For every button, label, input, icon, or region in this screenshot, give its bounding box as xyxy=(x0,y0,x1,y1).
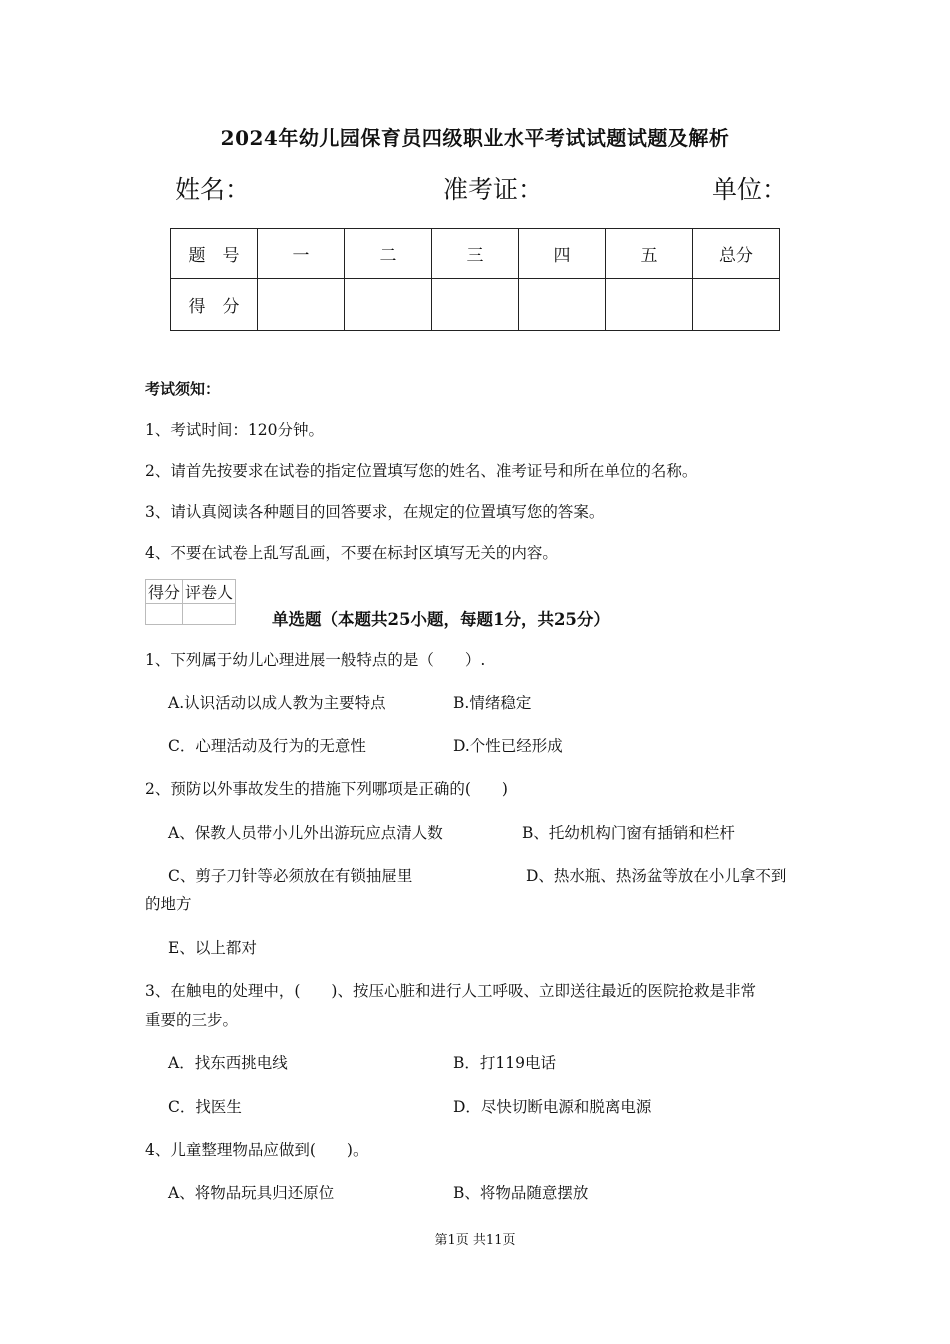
exam-id-field-label: 准考证： xyxy=(443,175,544,204)
notice-item: 3、请认真阅读各种题目的回答要求，在规定的位置填写您的答案。 xyxy=(145,503,605,521)
option-c: C、剪子刀针等必须放在有锁抽屉里 xyxy=(168,867,413,885)
option-d: D.个性已经形成 xyxy=(453,737,563,755)
option-a: A、保教人员带小儿外出游玩应点清人数 xyxy=(168,824,443,842)
score-input-cell[interactable] xyxy=(345,279,432,331)
notice-item: 2、请首先按要求在试卷的指定位置填写您的姓名、准考证号和所在单位的名称。 xyxy=(145,462,698,480)
document-title: 2024年幼儿园保育员四级职业水平考试试题试题及解析 xyxy=(220,126,730,150)
option-b: B、将物品随意摆放 xyxy=(453,1184,589,1202)
question-stem-continuation: 重要的三步。 xyxy=(145,1011,239,1029)
option-c: C．找医生 xyxy=(168,1098,242,1116)
question-stem: 2、预防以外事故发生的措施下列哪项是正确的( ) xyxy=(145,780,508,798)
page-footer: 第1页 共11页 xyxy=(434,1233,516,1248)
question-stem: 1、下列属于幼儿心理进展一般特点的是（ ）. xyxy=(145,651,486,669)
name-field-label: 姓名： xyxy=(175,175,251,204)
score-input-cell[interactable] xyxy=(693,279,780,331)
notice-item: 4、不要在试卷上乱写乱画，不要在标封区填写无关的内容。 xyxy=(145,544,558,562)
option-b: B.情绪稳定 xyxy=(453,694,532,712)
grader-box xyxy=(145,579,236,625)
score-table-header-cell: 题 号 xyxy=(171,229,258,279)
option-a: A、将物品玩具归还原位 xyxy=(168,1184,335,1202)
option-a: A.认识活动以成人教为主要特点 xyxy=(168,694,386,712)
option-d: D、热水瓶、热汤盆等放在小儿拿不到 xyxy=(526,867,787,885)
option-b: B、托幼机构门窗有插销和栏杆 xyxy=(522,824,735,842)
score-table-header-cell: 二 xyxy=(345,229,432,279)
option-c: C．心理活动及行为的无意性 xyxy=(168,737,366,755)
option-b: B．打119电话 xyxy=(453,1054,556,1072)
section-title: 单选题（本题共25小题，每题1分，共25分） xyxy=(272,610,610,629)
score-table-header-cell: 四 xyxy=(519,229,606,279)
question-stem: 3、在触电的处理中，( )、按压心脏和进行人工呼吸、立即送往最近的医院抢救是非常 xyxy=(145,982,756,1000)
score-table-header-cell: 总分 xyxy=(693,229,780,279)
grader-reviewer-cell[interactable] xyxy=(183,604,236,625)
notice-heading: 考试须知： xyxy=(145,380,221,398)
score-input-cell[interactable] xyxy=(606,279,693,331)
score-table-header-cell: 五 xyxy=(606,229,693,279)
score-table-header-cell: 三 xyxy=(432,229,519,279)
unit-field-label: 单位： xyxy=(712,175,788,204)
score-table-header-cell: 一 xyxy=(258,229,345,279)
score-input-cell[interactable] xyxy=(432,279,519,331)
option-d-continuation: 的地方 xyxy=(145,895,192,913)
grader-reviewer-label: 评卷人 xyxy=(183,580,236,604)
grader-score-label: 得分 xyxy=(146,580,183,604)
option-d: D．尽快切断电源和脱离电源 xyxy=(453,1098,652,1116)
option-a: A．找东西挑电线 xyxy=(168,1054,288,1072)
question-stem: 4、儿童整理物品应做到( )。 xyxy=(145,1141,369,1159)
score-input-cell[interactable] xyxy=(519,279,606,331)
score-table-score-row xyxy=(171,279,780,331)
option-e: E、以上都对 xyxy=(168,939,257,957)
score-row-label: 得 分 xyxy=(171,279,258,331)
score-table-header-row xyxy=(171,229,780,279)
notice-item: 1、考试时间：120分钟。 xyxy=(145,421,324,439)
grader-score-cell[interactable] xyxy=(146,604,183,625)
score-table xyxy=(170,228,780,331)
score-input-cell[interactable] xyxy=(258,279,345,331)
